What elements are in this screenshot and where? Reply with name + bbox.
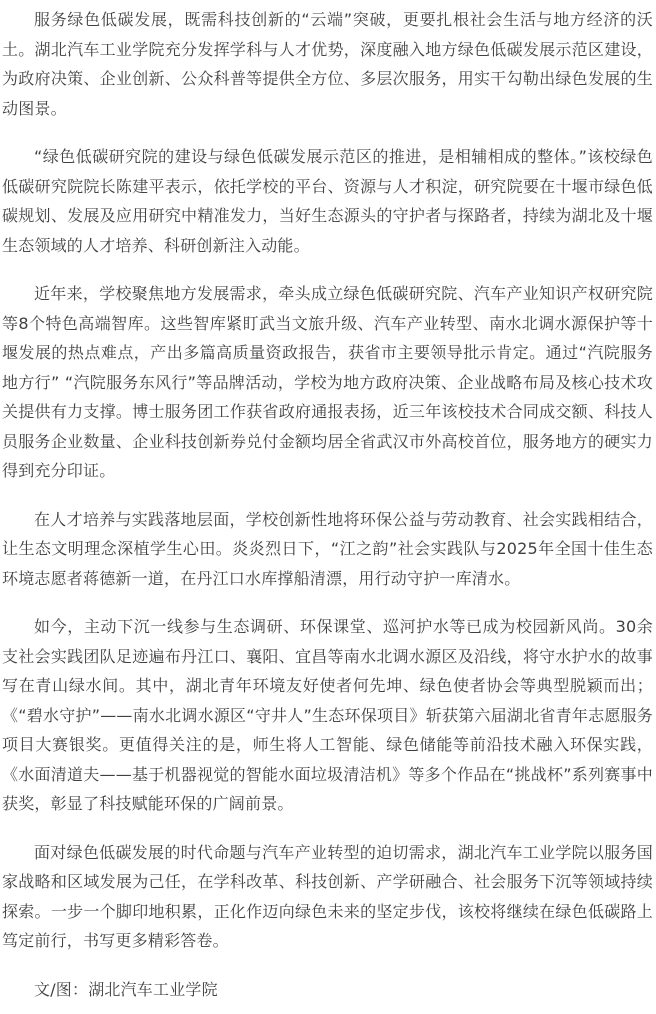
article-paragraph-1: 服务绿色低碳发展，既需科技创新的“云端”突破，更要扎根社会生活与地方经济的沃土。湖北汽车工业学院充分发挥学科与人才优势，深度融入地方绿色低碳发展示范区建设，为政府决策、企业创新、公众科普等提供全方位、多层次服务，用实干勾勒出绿色发展的生动图景。 — [2, 10, 653, 118]
byline: 文/图：湖北汽车工业学院 — [34, 979, 218, 999]
article-paragraph-3: 近年来，学校聚焦地方发展需求，牵头成立绿色低碳研究院、汽车产业知识产权研究院等8个特色高端智库。这些智库紧盯武当文旅升级、汽车产业转型、南水北调水源保护等十堰发展的热点难点，产出多篇高质量资政报告，获省市主要领导批示肯定。通过“汽院服务地方行” “汽院服务东风行”等品牌活动，学校为地方政府决策、企业战略布局及核心技术攻关提供有力支撑。博士服务团工作获省政府通报表扬，近三年该校技术合同成交额、科技人员服务企业数量、企业科技创新券兑付金额均居全省武汉市外高校首位，服务地方的硬实力得到充分印证。 — [2, 284, 653, 480]
article-paragraph-6: 面对绿色低碳发展的时代命题与汽车产业转型的迫切需求，湖北汽车工业学院以服务国家战略和区域发展为己任，在学科改革、科技创新、产学研融合、社会服务下沉等领域持续探索。一步一个脚印地积累，正化作迈向绿色未来的坚定步伐，该校将继续在绿色低碳路上笃定前行，书写更多精彩答卷。 — [2, 842, 653, 950]
article-paragraph-5: 如今，主动下沉一线参与生态调研、环保课堂、巡河护水等已成为校园新风尚。30余支社会实践团队足迹遍布丹江口、襄阳、宜昌等南水北调水源区及沿线，将守水护水的故事写在青山绿水间。其中，湖北青年环境友好使者何先坤、绿色使者协会等典型脱颖而出；《“碧水守护”——南水北调水源区“守井人”生态环保项目》斩获第六届湖北省青年志愿服务项目大赛银奖。更值得关注的是，师生将人工智能、绿色储能等前沿技术融入环保实践，《水面清道夫——基于机器视觉的智能水面垃圾清洁机》等多个作品在“挑战杯”系列赛事中获奖，彰显了科技赋能环保的广阔前景。 — [2, 617, 653, 813]
article-paragraph-4: 在人才培养与实践落地层面，学校创新性地将环保公益与劳动教育、社会实践相结合，让生态文明理念深植学生心田。炎炎烈日下，“江之韵”社会实践队与2025年全国十佳生态环境志愿者蒋德新一道，在丹江口水库撑船清漂，用行动守护一库清水。 — [2, 509, 653, 588]
article-paragraph-2: “绿色低碳研究院的建设与绿色低碳发展示范区的推进，是相辅相成的整体。”该校绿色低碳研究院院长陈建平表示，依托学校的平台、资源与人才积淀，研究院要在十堰市绿色低碳规划、发展及应用研究中精准发力，当好生态源头的守护者与探路者，持续为湖北及十堰生态领域的人才培养、科研创新注入动能。 — [2, 147, 653, 255]
